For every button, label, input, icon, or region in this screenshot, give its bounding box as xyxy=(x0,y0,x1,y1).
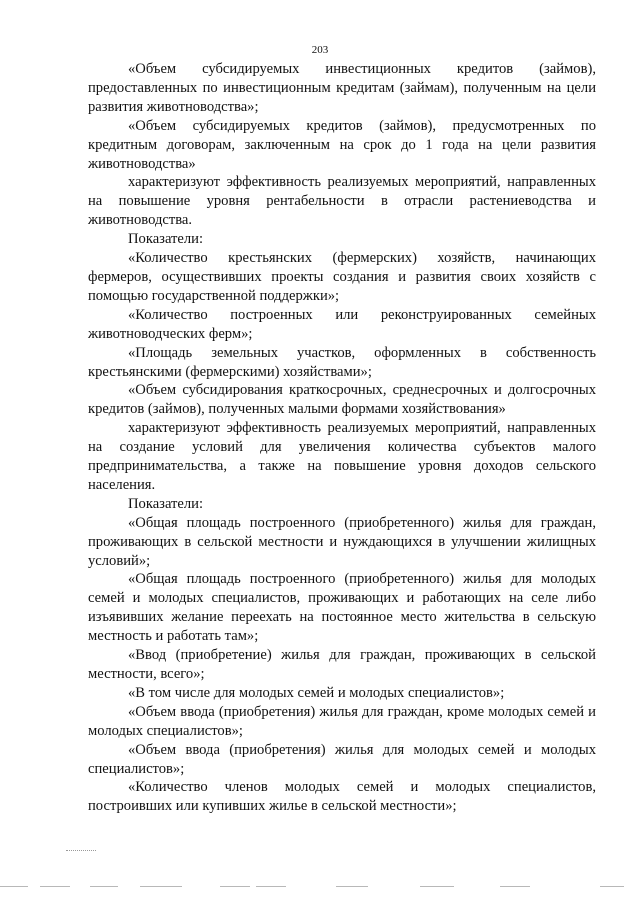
page-number: 203 xyxy=(311,44,329,56)
scan-artifact-marks xyxy=(66,850,96,859)
paragraph-9: характеризуют эффективность реализуемых мероприятий, направленных на создание условий для увеличения количества субъектов малого предпринимательства, а также на повышение уровня доходов сельского населения. xyxy=(88,420,596,493)
paragraph-16: «Объем ввода (приобретения) жилья для молодых семей и молодых специалистов»; xyxy=(88,741,596,777)
paragraph-8: «Объем субсидирования краткосрочных, среднесрочных и долгосрочных кредитов (займов), полученных малыми формами хозяйствования» xyxy=(88,382,596,418)
document-body xyxy=(88,60,596,816)
paragraph-2: «Объем субсидируемых кредитов (займов), предусмотренных по кредитным договорам, заключенным на срок до 1 года на цели развития животноводства» xyxy=(88,117,596,172)
paragraph-1: «Объем субсидируемых инвестиционных кредитов (займов), предоставленных по инвестиционным кредитам (займам), полученным на цели развития животноводства»; xyxy=(88,61,596,115)
paragraph-7: «Площадь земельных участков, оформленных в собственность крестьянскими (фермерскими) хозяйствами»; xyxy=(88,344,596,380)
scan-bottom-edge-marks xyxy=(0,886,640,892)
paragraph-10: Показатели: xyxy=(128,495,204,512)
paragraph-3: характеризуют эффективность реализуемых мероприятий, направленных на повышение уровня рентабельности в отрасли растениеводства и животноводства. xyxy=(88,174,596,229)
paragraph-12: «Общая площадь построенного (приобретенного) жилья для молодых семей и молодых специалистов, проживающих и работающих на селе либо изъявивших желание переехать на постоянное место жительства в сельскую местность и работать там»; xyxy=(88,571,596,645)
paragraph-15: «Объем ввода (приобретения) жилья для граждан, кроме молодых семей и молодых специалистов»; xyxy=(88,703,596,739)
paragraph-4: Показатели: xyxy=(128,231,204,248)
paragraph-11: «Общая площадь построенного (приобретенного) жилья для граждан, проживающих в сельской местности и нуждающихся в улучшении жилищных условий»; xyxy=(88,514,596,569)
paragraph-14: «В том числе для молодых семей и молодых специалистов»; xyxy=(128,684,505,701)
paragraph-17: «Количество членов молодых семей и молодых специалистов, построивших или купивших жилье в сельской местности»; xyxy=(88,779,596,815)
paragraph-5: «Количество крестьянских (фермерских) хозяйств, начинающих фермеров, осуществивших проекты создания и развития своих хозяйств с помощью государственной поддержки»; xyxy=(88,250,596,304)
paragraph-6: «Количество построенных или реконструированных семейных животноводческих ферм»; xyxy=(88,306,596,342)
paragraph-13: «Ввод (приобретение) жилья для граждан, проживающих в сельской местности, всего»; xyxy=(88,647,596,682)
